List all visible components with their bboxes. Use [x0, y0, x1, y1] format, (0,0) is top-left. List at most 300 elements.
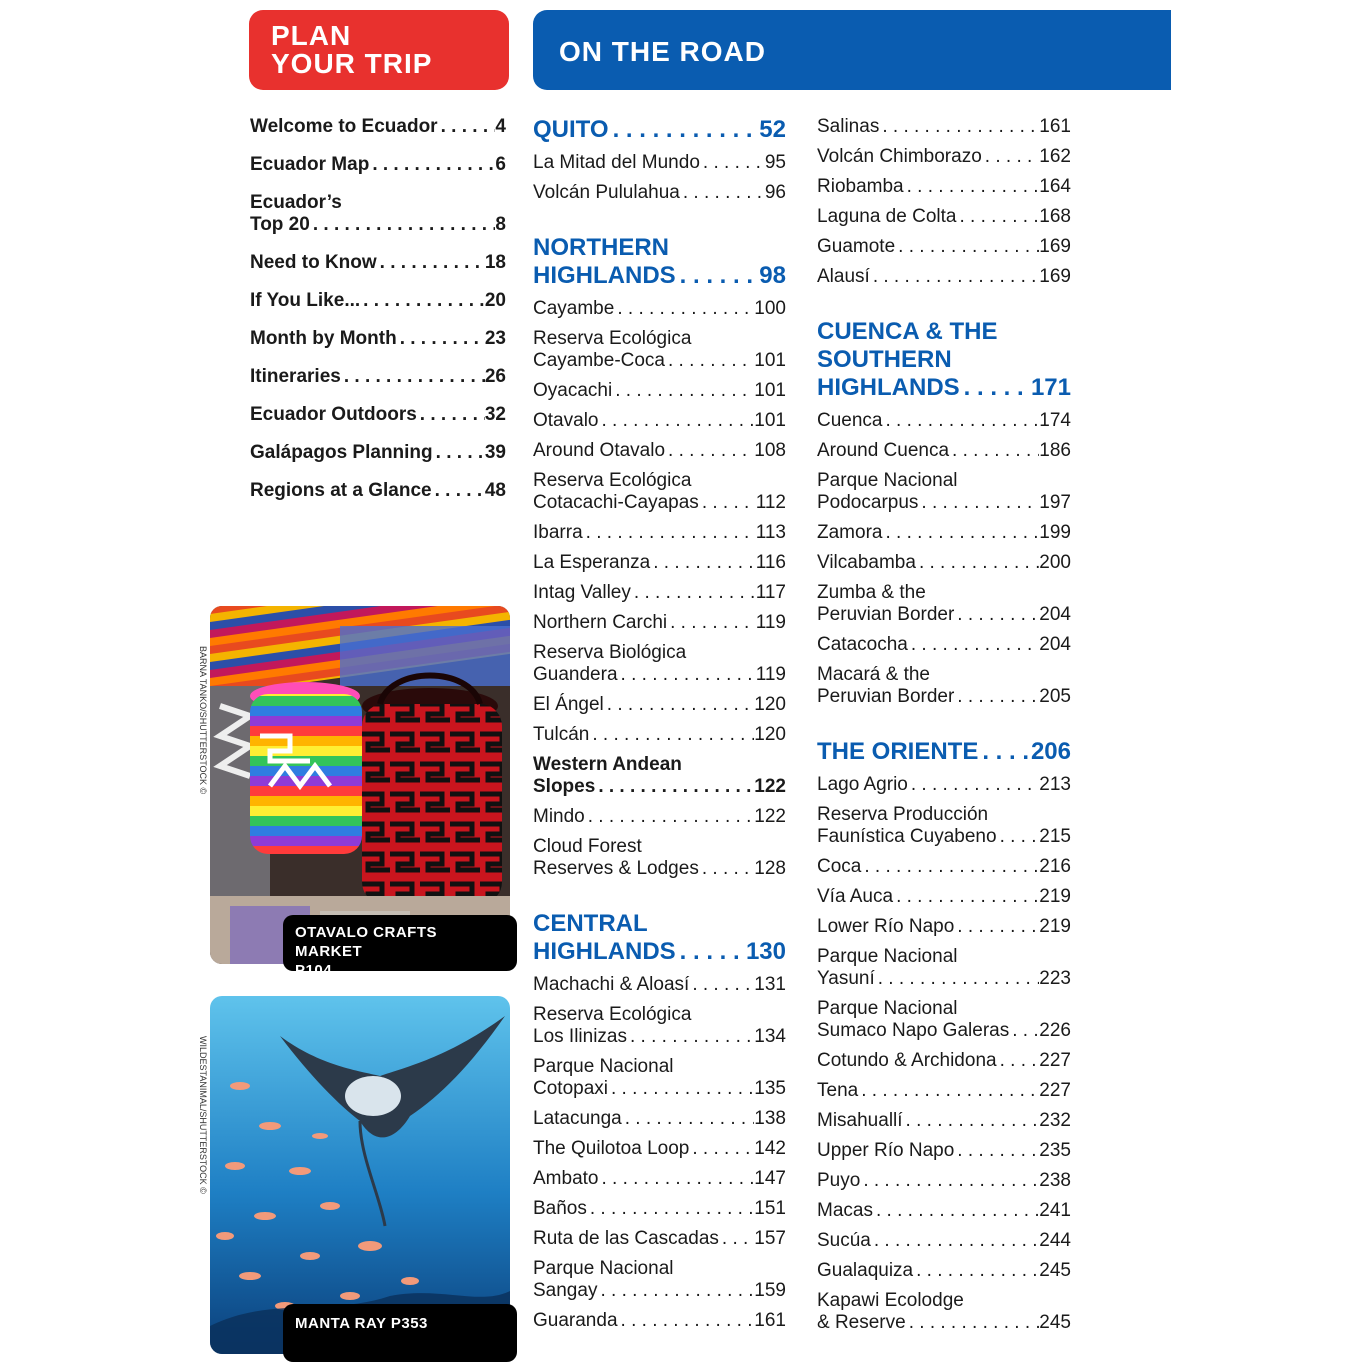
dot-leader	[609, 116, 760, 144]
dot-leader	[397, 328, 485, 350]
dot-leader	[598, 410, 754, 432]
northern-entries	[533, 298, 786, 880]
toc-entry[interactable]	[533, 440, 786, 462]
dot-leader	[597, 1280, 754, 1302]
toc-entry[interactable]	[817, 1050, 1071, 1072]
dot-leader	[954, 1140, 1039, 1162]
dot-leader	[665, 350, 754, 372]
entry-title: Coca	[817, 856, 862, 877]
entry-title-line1: Macará & the	[817, 664, 930, 685]
entry-title: Ibarra	[533, 522, 583, 543]
section-title-line1: CUENCA & THE	[817, 318, 998, 345]
section-heading-northern-highlands[interactable]	[533, 234, 786, 290]
toc-entry[interactable]	[817, 1290, 1071, 1334]
entry-title-line1: Zumba & the	[817, 582, 926, 603]
crafts-illustration	[210, 606, 510, 964]
toc-entry[interactable]	[250, 290, 506, 312]
oriente-entries	[817, 774, 1071, 1334]
toc-entry[interactable]	[533, 1228, 786, 1250]
toc-entry[interactable]	[533, 1108, 786, 1130]
entry-title: Macas	[817, 1200, 873, 1221]
road-toc-column-2	[817, 116, 1071, 1342]
entry-page: 4	[495, 116, 506, 137]
toc-entry[interactable]	[250, 404, 506, 426]
entry-page: 142	[754, 1138, 786, 1159]
entry-page: 245	[1039, 1312, 1071, 1333]
entry-page: 215	[1039, 826, 1071, 847]
entry-title: Sucúa	[817, 1230, 871, 1251]
dot-leader	[893, 886, 1039, 908]
toc-entry[interactable]	[817, 1110, 1071, 1132]
toc-entry[interactable]	[533, 642, 786, 686]
entry-title: Alausí	[817, 266, 870, 287]
entry-page: 113	[755, 522, 786, 543]
entry-page: 23	[484, 328, 506, 349]
toc-entry[interactable]	[817, 774, 1071, 796]
dot-leader	[916, 552, 1039, 574]
dot-leader	[719, 1228, 754, 1250]
entry-title: Around Cuenca	[817, 440, 950, 461]
dot-leader	[895, 236, 1039, 258]
toc-entry[interactable]	[817, 552, 1071, 574]
toc-entry[interactable]	[533, 380, 786, 402]
toc-entry[interactable]	[817, 804, 1071, 848]
entry-title: If You Like...	[250, 290, 361, 311]
toc-entry[interactable]	[817, 410, 1071, 432]
toc-entry[interactable]	[817, 1260, 1071, 1282]
dot-leader	[377, 252, 485, 274]
toc-entry[interactable]	[533, 470, 786, 514]
toc-entry[interactable]	[533, 612, 786, 634]
entry-title: Galápagos Planning	[250, 442, 433, 463]
entry-page: 112	[755, 492, 786, 513]
entry-page: 200	[1039, 552, 1071, 573]
entry-page: 117	[755, 582, 786, 603]
photo-credit-crafts: BARNA TANKO/SHUTTERSTOCK ©	[198, 646, 208, 795]
entry-title: Ruta de las Cascadas	[533, 1228, 719, 1249]
dot-leader	[612, 380, 754, 402]
entry-title: El Ángel	[533, 694, 604, 715]
caption-line2: P104	[295, 962, 333, 979]
entry-page: 161	[754, 1310, 786, 1331]
entry-page: 151	[754, 1198, 786, 1219]
entry-title: Sumaco Napo Galeras	[817, 1020, 1010, 1041]
toc-entry[interactable]	[533, 522, 786, 544]
toc-entry[interactable]	[533, 1258, 786, 1302]
toc-entry[interactable]	[533, 182, 786, 204]
entry-title: Volcán Pululahua	[533, 182, 680, 203]
dot-leader	[598, 1168, 754, 1190]
caption-line1: OTAVALO CRAFTS MARKET	[295, 924, 437, 960]
dot-leader	[860, 1170, 1039, 1192]
entry-title: Itineraries	[250, 366, 341, 387]
dot-leader	[978, 738, 1031, 766]
entry-page: 101	[754, 350, 786, 371]
entry-page: 131	[754, 974, 786, 995]
toc-entry[interactable]	[533, 1198, 786, 1220]
entry-title: Latacunga	[533, 1108, 622, 1129]
entry-title: Misahuallí	[817, 1110, 903, 1131]
section-title: THE ORIENTE	[817, 738, 979, 765]
entry-title: Cayambe	[533, 298, 615, 319]
quito-entries	[533, 152, 786, 204]
toc-entry[interactable]	[817, 916, 1071, 938]
dot-leader	[417, 404, 485, 426]
section-heading-oriente[interactable]	[817, 738, 1071, 766]
entry-page: 169	[1039, 266, 1071, 287]
toc-entry[interactable]	[533, 1056, 786, 1100]
toc-entry[interactable]	[533, 582, 786, 604]
dot-leader	[341, 366, 485, 388]
entry-page: 135	[754, 1078, 786, 1099]
dot-leader	[982, 146, 1040, 168]
central-continued-entries	[817, 116, 1071, 288]
entry-title-line1: Reserva Ecológica	[533, 328, 692, 349]
entry-page: 241	[1039, 1200, 1071, 1221]
section-title: QUITO	[533, 116, 609, 143]
dot-leader	[676, 938, 746, 966]
dot-leader	[585, 806, 755, 828]
dot-leader	[873, 1200, 1039, 1222]
entry-page: 244	[1039, 1230, 1071, 1251]
dot-leader	[700, 152, 765, 174]
dot-leader	[618, 1310, 755, 1332]
toc-entry[interactable]	[533, 1310, 786, 1332]
toc-entry[interactable]	[817, 856, 1071, 878]
entry-page: 232	[1039, 1110, 1071, 1131]
entry-page: 101	[754, 380, 786, 401]
dot-leader	[680, 182, 765, 204]
entry-page: 8	[495, 214, 506, 235]
entry-title: Puyo	[817, 1170, 861, 1191]
entry-page: 227	[1039, 1050, 1071, 1071]
entry-page: 108	[754, 440, 786, 461]
entry-title: Peruvian Border	[817, 604, 955, 625]
entry-page: 219	[1039, 916, 1071, 937]
on-the-road-banner	[533, 10, 1171, 90]
entry-page: 122	[754, 776, 786, 797]
entry-page: 120	[754, 724, 786, 745]
dot-leader	[595, 776, 754, 798]
dot-leader	[954, 916, 1039, 938]
section-page: 130	[745, 938, 786, 965]
dot-leader	[918, 492, 1039, 514]
entry-title: Gualaquiza	[817, 1260, 914, 1281]
section-page: 52	[759, 116, 786, 143]
section-page: 98	[759, 262, 786, 289]
toc-entry[interactable]	[817, 1200, 1071, 1222]
entry-title: Intag Valley	[533, 582, 631, 603]
entry-title: Northern Carchi	[533, 612, 668, 633]
entry-page: 18	[484, 252, 506, 273]
toc-entry[interactable]	[250, 154, 506, 176]
entry-title: Riobamba	[817, 176, 904, 197]
entry-page: 174	[1039, 410, 1071, 431]
toc-entry[interactable]	[817, 946, 1071, 990]
entry-title: Salinas	[817, 116, 880, 137]
toc-entry[interactable]	[533, 1138, 786, 1160]
entry-title-line1: Reserva Ecológica	[533, 470, 692, 491]
toc-entry[interactable]	[817, 266, 1071, 288]
entry-page: 101	[754, 410, 786, 431]
caption-line1: MANTA RAY P353	[295, 1315, 428, 1332]
entry-page: 169	[1039, 236, 1071, 257]
entry-page: 128	[754, 858, 786, 879]
entry-page: 204	[1039, 604, 1071, 625]
toc-entry[interactable]	[533, 1168, 786, 1190]
entry-title: Cuenca	[817, 410, 883, 431]
entry-page: 197	[1039, 492, 1071, 513]
dot-leader	[956, 206, 1039, 228]
entry-title-line1: Parque Nacional	[817, 946, 958, 967]
entry-page: 119	[755, 612, 786, 633]
toc-entry[interactable]	[533, 298, 786, 320]
entry-title: Need to Know	[250, 252, 377, 273]
dot-leader	[608, 1078, 754, 1100]
dot-leader	[1009, 1020, 1039, 1042]
entry-page: 120	[754, 694, 786, 715]
entry-page: 122	[754, 806, 786, 827]
toc-entry[interactable]	[817, 470, 1071, 514]
toc-entry[interactable]	[817, 236, 1071, 258]
entry-title-line1: Kapawi Ecolodge	[817, 1290, 964, 1311]
entry-page: 159	[754, 1280, 786, 1301]
entry-title: Mindo	[533, 806, 585, 827]
entry-page: 227	[1039, 1080, 1071, 1101]
entry-page: 96	[764, 182, 786, 203]
entry-title: Lago Agrio	[817, 774, 908, 795]
entry-page: 216	[1039, 856, 1071, 877]
entry-page: 39	[484, 442, 506, 463]
dot-leader	[432, 480, 485, 502]
dot-leader	[631, 582, 756, 604]
toc-entry[interactable]	[817, 664, 1071, 708]
toc-entry[interactable]	[533, 974, 786, 996]
toc-entry[interactable]	[250, 116, 506, 138]
dot-leader	[667, 612, 756, 634]
entry-title: Regions at a Glance	[250, 480, 432, 501]
entry-page: 119	[755, 664, 786, 685]
entry-title: Catacocha	[817, 634, 908, 655]
dot-leader	[587, 1198, 754, 1220]
toc-entry[interactable]	[817, 1230, 1071, 1252]
entry-title: Around Otavalo	[533, 440, 666, 461]
entry-page: 164	[1039, 176, 1071, 197]
dot-leader	[369, 154, 495, 176]
entry-title-line1: Parque Nacional	[533, 1258, 674, 1279]
dot-leader	[858, 1080, 1039, 1102]
dot-leader	[650, 552, 755, 574]
dot-leader	[875, 968, 1040, 990]
entry-title: Cayambe-Coca	[533, 350, 665, 371]
entry-title: Ambato	[533, 1168, 599, 1189]
entry-title: Otavalo	[533, 410, 599, 431]
dot-leader	[589, 724, 754, 746]
toc-entry[interactable]	[817, 176, 1071, 198]
manta-ray-illustration	[210, 996, 510, 1354]
dot-leader	[903, 1110, 1040, 1132]
entry-title: Ecuador Map	[250, 154, 370, 175]
entry-page: 235	[1039, 1140, 1071, 1161]
toc-entry[interactable]	[533, 410, 786, 432]
section-heading-quito[interactable]	[533, 116, 786, 144]
entry-page: 20	[484, 290, 506, 311]
dot-leader	[614, 298, 754, 320]
entry-title: Yasuní	[817, 968, 875, 989]
dot-leader	[618, 664, 756, 686]
toc-entry[interactable]	[250, 328, 506, 350]
photo-credit-ray: WILDESTANIMAL/SHUTTERSTOCK ©	[198, 1036, 208, 1194]
entry-title: Cotopaxi	[533, 1078, 608, 1099]
dot-leader	[913, 1260, 1039, 1282]
entry-title: Cotacachi-Cayapas	[533, 492, 699, 513]
dot-leader	[954, 686, 1039, 708]
entry-title: Sangay	[533, 1280, 598, 1301]
dot-leader	[879, 116, 1039, 138]
section-title: HIGHLANDS	[533, 938, 676, 965]
dot-leader	[627, 1026, 754, 1048]
entry-page: 48	[484, 480, 506, 501]
entry-title: Vilcabamba	[817, 552, 916, 573]
section-page: 206	[1030, 738, 1071, 765]
toc-entry[interactable]	[533, 152, 786, 174]
entry-title: & Reserve	[817, 1312, 906, 1333]
entry-page: 238	[1039, 1170, 1071, 1191]
entry-page: 100	[754, 298, 786, 319]
section-heading-central-highlands[interactable]	[533, 910, 786, 966]
dot-leader	[310, 214, 496, 236]
entry-page: 168	[1039, 206, 1071, 227]
plan-title-line1: PLAN	[271, 20, 352, 51]
toc-entry[interactable]	[817, 206, 1071, 228]
dot-leader	[906, 1312, 1040, 1334]
plan-toc	[250, 116, 506, 518]
toc-entry[interactable]	[533, 694, 786, 716]
entry-page: 213	[1039, 774, 1071, 795]
toc-entry[interactable]	[817, 998, 1071, 1042]
entry-title: Lower Río Napo	[817, 916, 955, 937]
entry-page: 116	[755, 552, 786, 573]
plan-your-trip-banner	[249, 10, 509, 90]
toc-entry[interactable]	[817, 116, 1071, 138]
entry-title: Reserves & Lodges	[533, 858, 699, 879]
entry-title: Tulcán	[533, 724, 590, 745]
section-heading-cuenca[interactable]	[817, 318, 1071, 402]
dot-leader	[870, 266, 1039, 288]
dot-leader	[997, 826, 1040, 848]
toc-entry[interactable]	[817, 146, 1071, 168]
section-title-line2: SOUTHERN	[817, 346, 952, 373]
entry-title: Baños	[533, 1198, 587, 1219]
entry-title-line1: Parque Nacional	[817, 998, 958, 1019]
toc-entry[interactable]	[817, 582, 1071, 626]
dot-leader	[997, 1050, 1040, 1072]
entry-page: 199	[1039, 522, 1071, 543]
entry-title-line1: Parque Nacional	[533, 1056, 674, 1077]
entry-title: Laguna de Colta	[817, 206, 957, 227]
entry-title: Guaranda	[533, 1310, 618, 1331]
toc-entry[interactable]	[250, 366, 506, 388]
dot-leader	[908, 774, 1039, 796]
dot-leader	[438, 116, 496, 138]
toc-entry[interactable]	[250, 192, 506, 236]
section-title: HIGHLANDS	[817, 374, 960, 401]
manta-ray-photo	[210, 996, 510, 1354]
toc-entry[interactable]	[250, 252, 506, 274]
entry-page: 226	[1039, 1020, 1071, 1041]
entry-title: Month by Month	[250, 328, 397, 349]
entry-page: 204	[1039, 634, 1071, 655]
road-toc-column-1	[533, 116, 786, 1340]
section-title-line1: CENTRAL	[533, 910, 648, 937]
toc-entry[interactable]	[250, 442, 506, 464]
toc-entry[interactable]	[817, 634, 1071, 656]
entry-title: Cotundo & Archidona	[817, 1050, 997, 1071]
dot-leader	[676, 262, 760, 290]
entry-title: La Mitad del Mundo	[533, 152, 700, 173]
toc-entry[interactable]	[817, 1170, 1071, 1192]
toc-entry[interactable]	[817, 440, 1071, 462]
entry-page: 219	[1039, 886, 1071, 907]
cuenca-entries	[817, 410, 1071, 708]
toc-entry[interactable]	[250, 480, 506, 502]
toc-entry[interactable]	[817, 886, 1071, 908]
dot-leader	[960, 374, 1031, 402]
toc-entry[interactable]	[533, 328, 786, 372]
dot-leader	[433, 442, 485, 464]
dot-leader	[908, 634, 1039, 656]
entry-title: Ecuador Outdoors	[250, 404, 417, 425]
dot-leader	[883, 410, 1040, 432]
toc-entry[interactable]	[533, 724, 786, 746]
entry-title-line1: Reserva Ecológica	[533, 1004, 692, 1025]
photo-caption-crafts	[283, 915, 517, 979]
otavalo-crafts-photo	[210, 606, 510, 964]
entry-title: Machachi & Aloasí	[533, 974, 690, 995]
dot-leader	[861, 856, 1039, 878]
entry-page: 95	[764, 152, 786, 173]
toc-entry[interactable]	[533, 806, 786, 828]
dot-leader	[622, 1108, 755, 1130]
dot-leader	[871, 1230, 1039, 1252]
entry-page: 157	[754, 1228, 786, 1249]
dot-leader	[904, 176, 1040, 198]
entry-page: 147	[754, 1168, 786, 1189]
dot-leader	[689, 1138, 754, 1160]
entry-page: 223	[1039, 968, 1071, 989]
entry-page: 26	[484, 366, 506, 387]
entry-title: Faunística Cuyabeno	[817, 826, 997, 847]
toc-entry[interactable]	[817, 1080, 1071, 1102]
section-title-line1: NORTHERN	[533, 234, 669, 261]
toc-entry[interactable]	[533, 836, 786, 880]
toc-entry[interactable]	[533, 552, 786, 574]
road-title: ON THE ROAD	[559, 36, 766, 67]
entry-title: Tena	[817, 1080, 859, 1101]
central-entries	[533, 974, 786, 1332]
toc-entry[interactable]	[817, 522, 1071, 544]
entry-page: 138	[754, 1108, 786, 1129]
plan-title-line2: YOUR TRIP	[271, 48, 433, 79]
entry-title: Vía Auca	[817, 886, 894, 907]
toc-entry[interactable]	[533, 1004, 786, 1048]
toc-entry[interactable]	[817, 1140, 1071, 1162]
entry-title: Podocarpus	[817, 492, 919, 513]
entry-page: 162	[1039, 146, 1071, 167]
dot-leader	[699, 858, 754, 880]
toc-entry[interactable]	[533, 754, 786, 798]
dot-leader	[360, 290, 485, 312]
